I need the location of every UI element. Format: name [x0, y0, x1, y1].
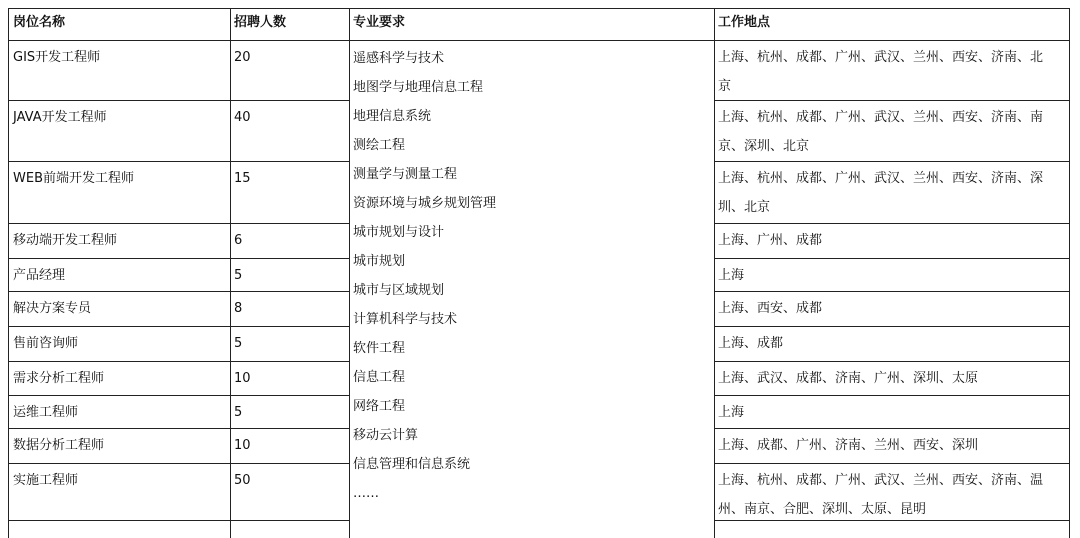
- row-divider: [8, 100, 349, 101]
- job-location-cell-cont: 州、南京、合肥、深圳、太原、昆明: [718, 502, 927, 517]
- row-divider: [714, 463, 1070, 464]
- major-item: 软件工程: [353, 341, 406, 356]
- job-title-cell: 需求分析工程师: [13, 371, 105, 386]
- major-item: 移动云计算: [353, 428, 419, 443]
- row-divider: [714, 428, 1070, 429]
- major-item: 测量学与测量工程: [353, 167, 458, 182]
- job-title-cell: WEB前端开发工程师: [13, 171, 134, 186]
- job-count-cell: 5: [234, 336, 243, 351]
- major-item: 地图学与地理信息工程: [353, 80, 484, 95]
- major-item: ……: [353, 486, 379, 501]
- job-location-cell: 上海、武汉、成都、济南、广州、深圳、太原: [718, 371, 979, 386]
- job-title-cell: 产品经理: [13, 268, 66, 283]
- job-title-cell: JAVA开发工程师: [13, 110, 107, 125]
- job-location-cell: 上海、杭州、成都、广州、武汉、兰州、西安、济南、南: [718, 110, 1044, 125]
- row-divider: [714, 258, 1070, 259]
- job-location-cell: 上海、杭州、成都、广州、武汉、兰州、西安、济南、深: [718, 171, 1044, 186]
- job-location-cell: 上海、成都: [718, 336, 784, 351]
- row-divider: [8, 223, 349, 224]
- job-count-cell: 50: [234, 473, 251, 488]
- job-location-cell: 上海: [718, 405, 745, 420]
- major-item: 资源环境与城乡规划管理: [353, 196, 497, 211]
- job-count-cell: 5: [234, 405, 243, 420]
- major-item: 地理信息系统: [353, 109, 432, 124]
- row-divider: [8, 161, 349, 162]
- major-item: 城市规划与设计: [353, 225, 445, 240]
- column-divider: [8, 8, 9, 538]
- header-major: 专业要求: [353, 15, 406, 30]
- job-count-cell: 40: [234, 110, 251, 125]
- row-divider: [714, 291, 1070, 292]
- job-count-cell: 10: [234, 371, 251, 386]
- row-divider: [714, 395, 1070, 396]
- major-item: 测绘工程: [353, 138, 406, 153]
- row-divider: [714, 100, 1070, 101]
- job-title-cell: 实施工程师: [13, 473, 79, 488]
- row-divider: [714, 223, 1070, 224]
- major-item: 网络工程: [353, 399, 406, 414]
- job-location-cell: 上海、西安、成都: [718, 301, 823, 316]
- job-count-cell: 5: [234, 268, 243, 283]
- recruitment-table: [8, 8, 1070, 538]
- major-item: 遥感科学与技术: [353, 51, 445, 66]
- row-divider: [714, 161, 1070, 162]
- header-count: 招聘人数: [234, 15, 287, 30]
- major-item: 信息工程: [353, 370, 406, 385]
- job-title-cell: 移动端开发工程师: [13, 233, 118, 248]
- job-title-cell: 数据分析工程师: [13, 438, 105, 453]
- row-divider: [8, 428, 349, 429]
- major-item: 城市规划: [353, 254, 406, 269]
- job-title-cell: 售前咨询师: [13, 336, 79, 351]
- row-divider: [714, 361, 1070, 362]
- column-divider: [1069, 8, 1070, 538]
- job-location-cell: 上海、杭州、成都、广州、武汉、兰州、西安、济南、北: [718, 50, 1044, 65]
- job-location-cell: 上海: [718, 268, 745, 283]
- job-count-cell: 15: [234, 171, 251, 186]
- column-divider: [349, 8, 350, 538]
- job-title-cell: 解决方案专员: [13, 301, 92, 316]
- job-location-cell: 上海、成都、广州、济南、兰州、西安、深圳: [718, 438, 979, 453]
- row-divider: [8, 361, 349, 362]
- row-divider: [8, 326, 349, 327]
- row-divider: [8, 463, 349, 464]
- job-location-cell-cont: 圳、北京: [718, 200, 771, 215]
- major-item: 城市与区域规划: [353, 283, 445, 298]
- job-location-cell: 上海、广州、成都: [718, 233, 823, 248]
- job-count-cell: 8: [234, 301, 243, 316]
- job-location-cell-cont: 京、深圳、北京: [718, 139, 810, 154]
- row-divider: [8, 395, 349, 396]
- job-title-cell: GIS开发工程师: [13, 50, 101, 65]
- job-location-cell-cont: 京: [718, 79, 732, 94]
- header-location: 工作地点: [718, 15, 771, 30]
- row-divider: [8, 520, 349, 521]
- row-divider: [8, 291, 349, 292]
- column-divider: [230, 8, 231, 538]
- major-item: 信息管理和信息系统: [353, 457, 471, 472]
- major-item: 计算机科学与技术: [353, 312, 458, 327]
- job-title-cell: 运维工程师: [13, 405, 79, 420]
- row-divider: [8, 258, 349, 259]
- table-border-top: [8, 8, 1070, 9]
- column-divider: [714, 8, 715, 538]
- job-count-cell: 6: [234, 233, 243, 248]
- job-count-cell: 20: [234, 50, 251, 65]
- job-count-cell: 10: [234, 438, 251, 453]
- header-title: 岗位名称: [13, 15, 66, 30]
- header-divider: [8, 40, 1070, 41]
- job-location-cell: 上海、杭州、成都、广州、武汉、兰州、西安、济南、温: [718, 473, 1044, 488]
- row-divider: [714, 326, 1070, 327]
